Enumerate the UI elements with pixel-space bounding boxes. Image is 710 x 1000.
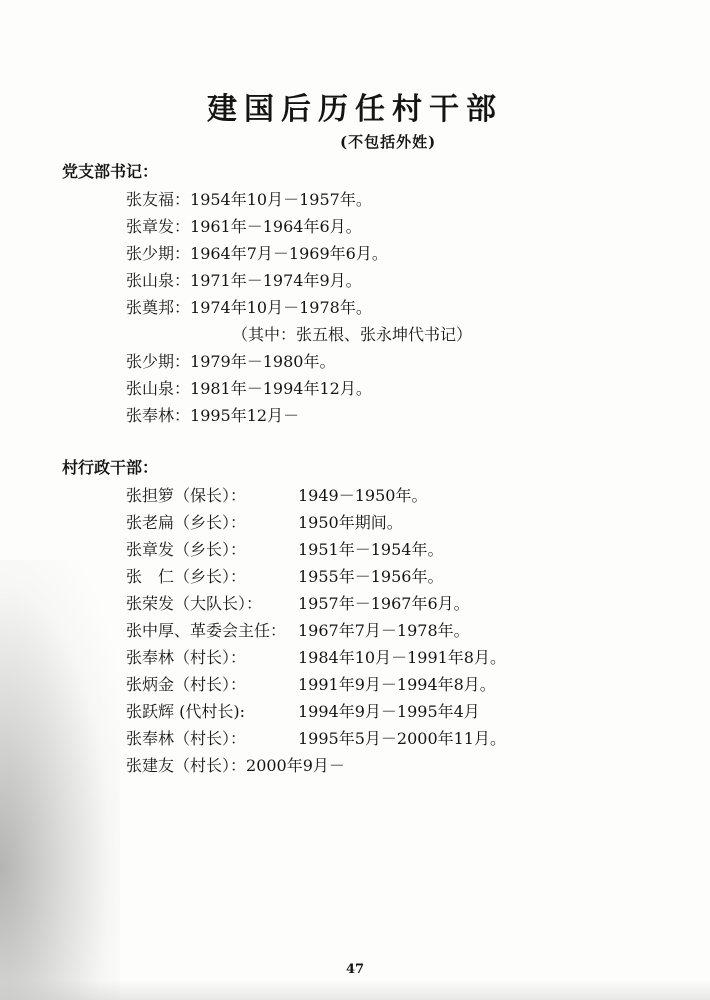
list-item xyxy=(126,214,362,237)
term-period: 1979年－1980年。 xyxy=(190,352,336,371)
page-number: 47 xyxy=(345,962,365,977)
term-period: 1981年－1994年12月。 xyxy=(190,379,372,398)
term-period: 1995年12月－ xyxy=(190,406,300,425)
term-period: 1955年－1956年。 xyxy=(298,567,444,586)
list-item xyxy=(126,403,299,426)
acting-secretary-note: （其中：张五根、张永坤代书记） xyxy=(232,325,473,344)
term-period: 1951年－1954年。 xyxy=(298,540,444,559)
page-subtitle: (不包括外姓) xyxy=(340,133,437,151)
person-name: 张担箩（保长）： xyxy=(126,486,247,505)
term-period: 1954年10月－1957年。 xyxy=(190,190,372,209)
person-name: 张友福： xyxy=(126,190,191,209)
term-period: 1949－1950年。 xyxy=(298,486,428,505)
term-period: 1950年期间。 xyxy=(298,513,403,532)
person-name: 张奠邦： xyxy=(126,298,191,317)
person-name: 张建友（村长）： xyxy=(126,756,247,775)
person-name: 张山泉： xyxy=(126,271,191,290)
term-period: 1957年－1967年6月。 xyxy=(298,594,470,613)
term-period: 2000年9月－ xyxy=(246,756,345,775)
village-admin-heading: 村行政干部： xyxy=(62,458,159,477)
person-name: 张老扁（乡长）： xyxy=(126,513,247,532)
term-period: 1967年7月－1978年。 xyxy=(298,621,470,640)
term-period: 1984年10月－1991年8月。 xyxy=(298,648,506,667)
term-period: 1964年7月－1969年6月。 xyxy=(190,244,388,263)
scan-edge xyxy=(0,980,710,1000)
person-name: 张章发： xyxy=(126,217,191,236)
list-item xyxy=(126,187,372,210)
person-name: 张炳金（村长）： xyxy=(126,675,247,694)
term-period: 1994年9月－1995年4月 xyxy=(298,702,480,721)
person-name: 张 仁（乡长）： xyxy=(126,567,247,586)
term-period: 1974年10月－1978年。 xyxy=(190,298,372,317)
term-period: 1961年－1964年6月。 xyxy=(190,217,362,236)
term-period: 1995年5月－2000年11月。 xyxy=(298,729,506,748)
scan-shadow xyxy=(0,560,120,1000)
person-name: 张奉林（村长）： xyxy=(126,729,247,748)
list-item xyxy=(126,295,372,318)
list-item xyxy=(126,268,362,291)
person-name: 张少期： xyxy=(126,244,191,263)
page-title: 建国后历任村干部 xyxy=(207,92,503,127)
person-name: 张章发（乡长）： xyxy=(126,540,247,559)
person-name: 张奉林： xyxy=(126,406,191,425)
person-name: 张少期： xyxy=(126,352,191,371)
list-item xyxy=(126,241,388,264)
list-item xyxy=(126,376,372,399)
person-name: 张中厚、革委会主任： xyxy=(126,621,287,640)
term-period: 1971年－1974年9月。 xyxy=(190,271,362,290)
person-name: 张跃辉 (代村长): xyxy=(126,702,245,721)
list-item xyxy=(126,753,345,776)
person-name: 张山泉： xyxy=(126,379,191,398)
list-item xyxy=(126,349,335,372)
term-period: 1991年9月－1994年8月。 xyxy=(298,675,496,694)
party-secretary-heading: 党支部书记： xyxy=(62,162,159,181)
person-name: 张荣发（大队长）： xyxy=(126,594,263,613)
person-name: 张奉林（村长）： xyxy=(126,648,247,667)
